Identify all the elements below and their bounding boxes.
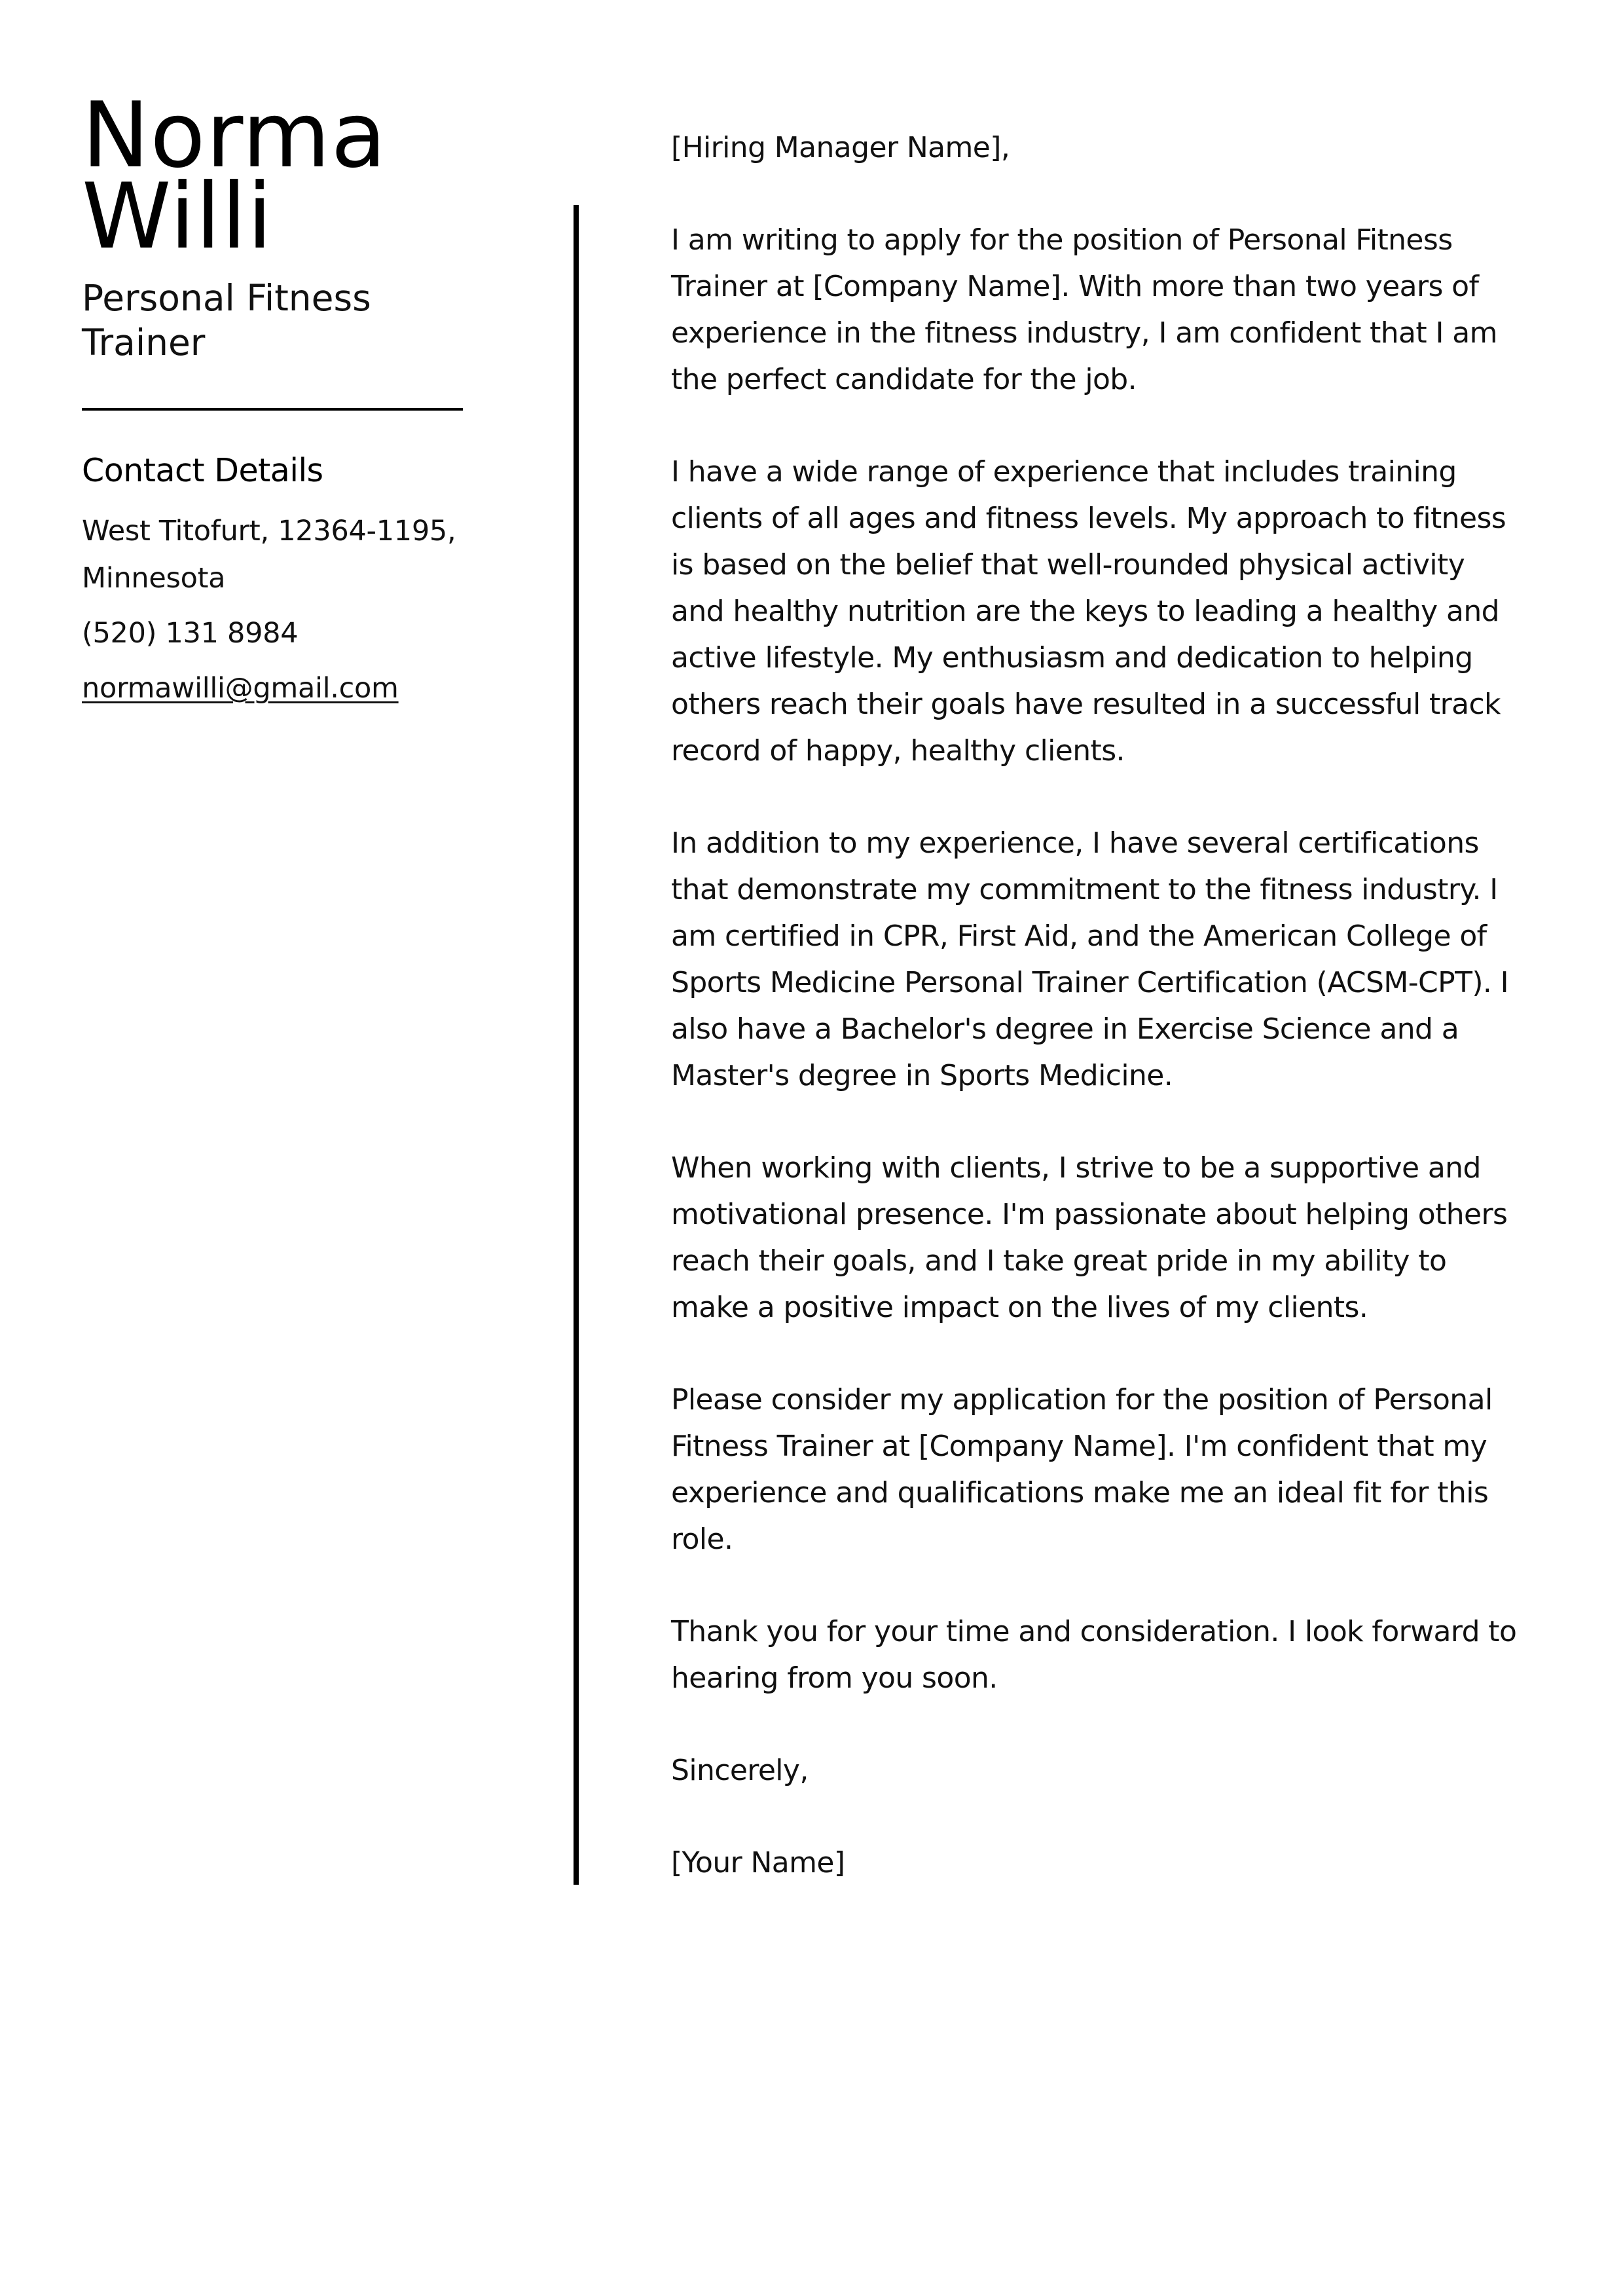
letter-paragraph: I am writing to apply for the position of Personal Fitness Trainer at [Company Name]. With more than two years of experience in the fitness industry, I am confident that I am the perfect candidate for the job. xyxy=(671,223,1497,396)
contact-address: West Titofurt, 12364-1195, Minnesota xyxy=(82,515,456,595)
candidate-name xyxy=(82,83,475,269)
letter-paragraph: In addition to my experience, I have several certifications that demonstrate my commitment to the fitness industry. I am certified in CPR, First Aid, and the American College of Sports Medicine Personal Trainer Certification (ACSM-CPT). I also have a Bachelor's degree in Exercise Science and a Master's degree in Sports Medicine. xyxy=(671,826,1509,1092)
last-name: Willi xyxy=(82,164,273,269)
contact-details-heading: Contact Details xyxy=(82,452,323,489)
letter-signature: [Your Name] xyxy=(671,1846,845,1879)
sidebar xyxy=(82,83,475,712)
letter-body xyxy=(671,124,1522,1932)
contact-email-link[interactable]: normawilli@gmail.com xyxy=(82,672,399,705)
letter-paragraph: Please consider my application for the position of Personal Fitness Trainer at [Company Name]. I'm confident that my experience and qualifications make me an ideal fit for this role. xyxy=(671,1383,1493,1556)
contact-phone: (520) 131 8984 xyxy=(82,617,299,650)
job-title: Personal Fitness Trainer xyxy=(82,277,371,363)
letter-paragraph: I have a wide range of experience that includes training clients of all ages and fitness levels. My approach to fitness is based on the belief that well-rounded physical activity and healthy nutrition are the keys to leading a healthy and active lifestyle. My enthusiasm and dedication to helping others reach their goals have resulted in a successful track record of happy, healthy clients. xyxy=(671,455,1506,768)
first-name: Norma xyxy=(82,83,387,188)
letter-salutation: [Hiring Manager Name], xyxy=(671,131,1010,164)
letter-paragraph: Thank you for your time and consideration. I look forward to hearing from you soon. xyxy=(671,1615,1517,1695)
letter-paragraph: When working with clients, I strive to be a supportive and motivational presence. I'm passionate about helping others reach their goals, and I take great pride in my ability to make a positive impact on the lives of my clients. xyxy=(671,1151,1508,1324)
sidebar-divider xyxy=(82,408,463,411)
letter-closing: Sincerely, xyxy=(671,1754,809,1787)
vertical-divider xyxy=(574,205,579,1885)
